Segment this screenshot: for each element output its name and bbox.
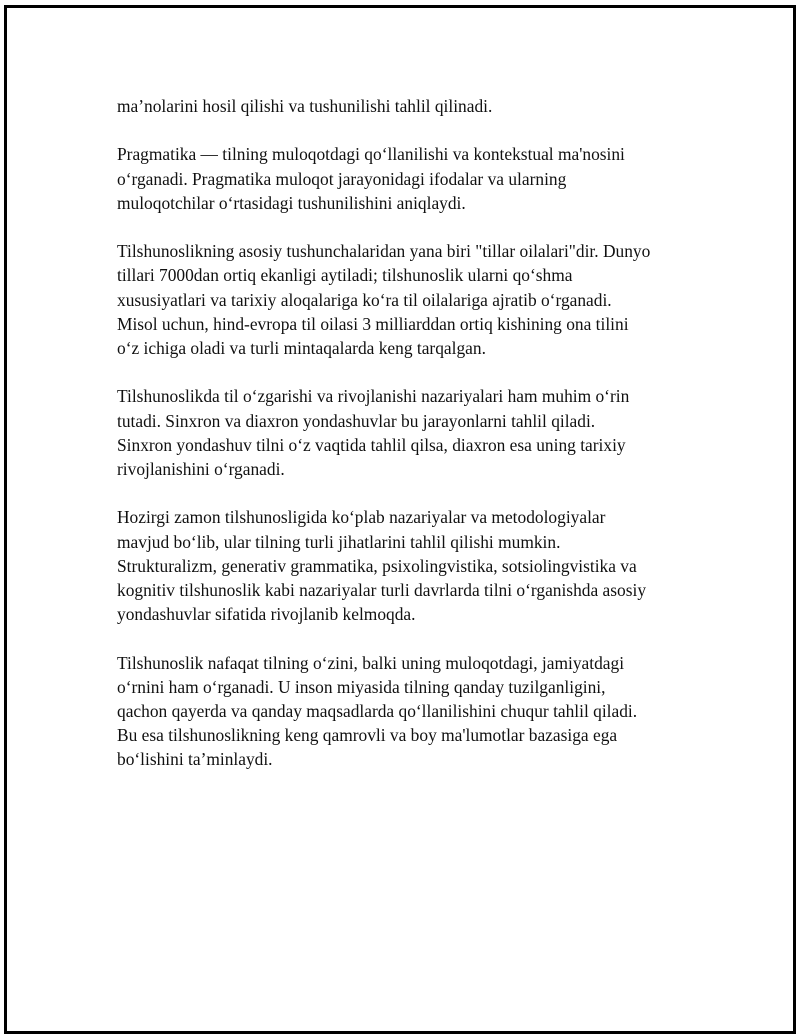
text-line: Misol uchun, hind-evropa til oilasi 3 milliarddan ortiq kishining ona tilini	[117, 313, 629, 334]
text-line: o‘z ichiga oladi va turli mintaqalarda keng tarqalgan.	[117, 338, 486, 358]
paragraph	[117, 94, 697, 118]
text-line: Tilshunoslikda til o‘zgarishi va rivojlanishi nazariyalari ham muhim o‘rin	[117, 386, 630, 407]
text-line: o‘rganadi. Pragmatika muloqot jarayonidagi ifodalar va ularning	[117, 168, 567, 189]
text-line: Hozirgi zamon tilshunosligida ko‘plab nazariyalar va metodologiyalar	[117, 507, 606, 528]
paragraph	[117, 505, 697, 626]
text-line: qachon qayerda va qanday maqsadlarda qo‘llanilishini chuqur tahlil qiladi.	[117, 701, 638, 721]
text-line: muloqotchilar o‘rtasidagi tushunilishini aniqlaydi.	[117, 192, 466, 213]
text-line: xususiyatlari va tarixiy aloqalariga ko‘ra til oilalariga ajratib o‘rganadi.	[117, 289, 612, 310]
text-line: Tilshunoslikning asosiy tushunchalaridan yana biri "tillar oilalari"dir. Dunyo	[117, 241, 651, 262]
text-line: tutadi. Sinxron va diaxron yondashuvlar bu jarayonlarni tahlil qiladi.	[117, 410, 596, 431]
text-line: Tilshunoslik nafaqat tilning o‘zini, balki uning muloqotdagi, jamiyatdagi	[117, 652, 625, 673]
text-line: rivojlanishini o‘rganadi.	[117, 459, 285, 479]
text-line: bo‘lishini ta’minlaydi.	[117, 749, 273, 770]
text-line: Strukturalizm, generativ grammatika, psixolingvistika, sotsiolingvistika va	[117, 555, 637, 576]
paragraph	[117, 651, 697, 772]
text-line: tillari 7000dan ortiq ekanligi aytiladi; tilshunoslik ularni qo‘shma	[117, 265, 573, 286]
text-line: o‘rnini ham o‘rganadi. U inson miyasida tilning qanday tuzilganligini,	[117, 676, 606, 697]
text-line: kognitiv tilshunoslik kabi nazariyalar turli davrlarda tilni o‘rganishda asosiy	[117, 580, 647, 600]
text-line: Pragmatika — tilning muloqotdagi qo‘llanilishi va kontekstual ma'nosini	[117, 144, 625, 165]
text-line: Sinxron yondashuv tilni o‘z vaqtida tahlil qilsa, diaxron esa uning tarixiy	[117, 434, 626, 455]
text-line: yondashuvlar sifatida rivojlanib kelmoqda.	[117, 604, 416, 625]
text-line: mavjud bo‘lib, ular tilning turli jihatlarini tahlil qilishi mumkin.	[117, 531, 561, 552]
paragraph	[117, 239, 697, 360]
document-body	[117, 94, 697, 796]
text-line: Bu esa tilshunoslikning keng qamrovli va boy ma'lumotlar bazasiga ega	[117, 725, 618, 746]
text-line: ma’nolarini hosil qilishi va tushunilishi tahlil qilinadi.	[117, 96, 493, 116]
paragraph	[117, 142, 697, 215]
paragraph	[117, 384, 697, 481]
